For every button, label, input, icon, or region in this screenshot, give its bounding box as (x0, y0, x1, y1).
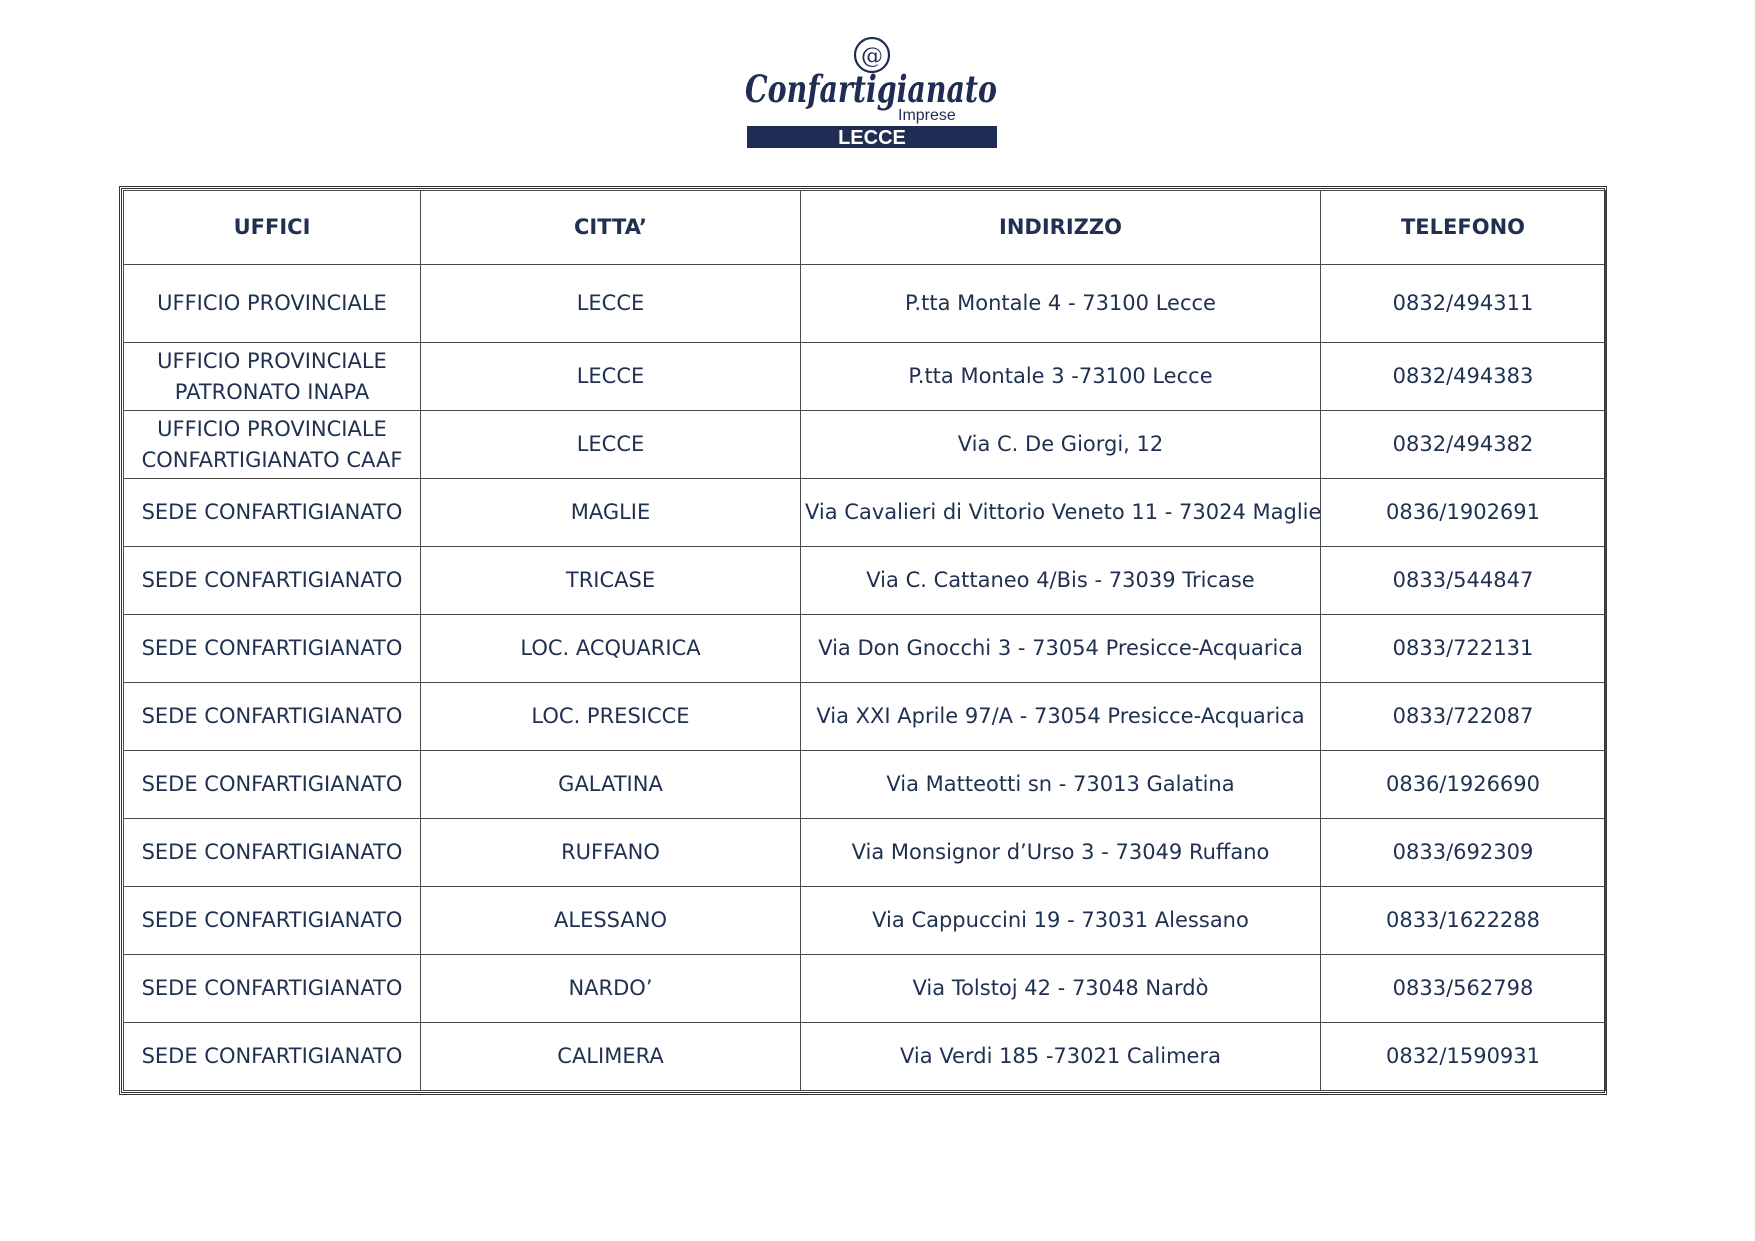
city-cell: LECCE (421, 265, 801, 343)
header-citta: CITTA’ (421, 191, 801, 265)
address-cell: Via XXI Aprile 97/A - 73054 Presicce-Acquarica (801, 683, 1321, 751)
office-line: SEDE CONFARTIGIANATO (141, 568, 403, 592)
table-row (124, 887, 1606, 955)
city-cell: LOC. ACQUARICA (421, 615, 801, 683)
address-cell: Via Tolstoj 42 - 73048 Nardò (801, 955, 1321, 1023)
address-cell: Via Cavalieri di Vittorio Veneto 11 - 73024 Maglie (801, 479, 1321, 547)
office-cell (124, 1023, 421, 1091)
address-cell: Via Verdi 185 -73021 Calimera (801, 1023, 1321, 1091)
table-row (124, 819, 1606, 887)
phone-cell: 0832/494383 (1321, 343, 1606, 411)
table-row (124, 683, 1606, 751)
office-cell (124, 615, 421, 683)
city-cell: LECCE (421, 343, 801, 411)
office-line: SEDE CONFARTIGIANATO (141, 840, 403, 864)
phone-cell: 0832/1590931 (1321, 1023, 1606, 1091)
address-cell: Via Cappuccini 19 - 73031 Alessano (801, 887, 1321, 955)
office-cell (124, 479, 421, 547)
city-cell: NARDO’ (421, 955, 801, 1023)
table-row (124, 547, 1606, 615)
office-cell (124, 265, 421, 343)
address-cell: P.tta Montale 3 -73100 Lecce (801, 343, 1321, 411)
confartigianato-logo (745, 36, 999, 152)
phone-cell: 0836/1902691 (1321, 479, 1606, 547)
address-cell: P.tta Montale 4 - 73100 Lecce (801, 265, 1321, 343)
city-cell: MAGLIE (421, 479, 801, 547)
city-cell: LECCE (421, 411, 801, 479)
address-cell: Via Matteotti sn - 73013 Galatina (801, 751, 1321, 819)
address-cell: Via Monsignor d’Urso 3 - 73049 Ruffano (801, 819, 1321, 887)
phone-cell: 0833/562798 (1321, 955, 1606, 1023)
phone-cell: 0833/722131 (1321, 615, 1606, 683)
phone-cell: 0832/494311 (1321, 265, 1606, 343)
logo-brand-text: Confartigianato (745, 67, 997, 111)
offices-table (123, 190, 1606, 1091)
table-row (124, 615, 1606, 683)
header-indirizzo: INDIRIZZO (801, 191, 1321, 265)
address-cell: Via C. Cattaneo 4/Bis - 73039 Tricase (801, 547, 1321, 615)
phone-cell: 0833/1622288 (1321, 887, 1606, 955)
office-cell (124, 343, 421, 411)
phone-cell: 0832/494382 (1321, 411, 1606, 479)
office-line: SEDE CONFARTIGIANATO (141, 976, 403, 1000)
office-line: PATRONATO INAPA (174, 379, 370, 404)
office-cell (124, 955, 421, 1023)
city-cell: GALATINA (421, 751, 801, 819)
table-row (124, 265, 1606, 343)
offices-table-frame (119, 186, 1607, 1095)
city-cell: ALESSANO (421, 887, 801, 955)
table-header-row (124, 191, 1606, 265)
phone-cell: 0836/1926690 (1321, 751, 1606, 819)
table-row (124, 343, 1606, 411)
table-row (124, 411, 1606, 479)
table-row (124, 1023, 1606, 1091)
phone-cell: 0833/692309 (1321, 819, 1606, 887)
office-cell (124, 819, 421, 887)
address-cell: Via Don Gnocchi 3 - 73054 Presicce-Acquarica (801, 615, 1321, 683)
office-line: SEDE CONFARTIGIANATO (141, 908, 403, 932)
office-cell (124, 887, 421, 955)
address-cell: Via C. De Giorgi, 12 (801, 411, 1321, 479)
header-telefono: TELEFONO (1321, 191, 1606, 265)
logo-city-text: LECCE (838, 127, 906, 149)
city-cell: RUFFANO (421, 819, 801, 887)
table-row (124, 751, 1606, 819)
logo-sub-text: Imprese (898, 107, 956, 124)
office-line: UFFICIO PROVINCIALE (157, 348, 387, 373)
office-cell (124, 411, 421, 479)
city-cell: CALIMERA (421, 1023, 801, 1091)
office-line: UFFICIO PROVINCIALE (157, 291, 387, 315)
office-cell (124, 683, 421, 751)
office-cell (124, 547, 421, 615)
table-row (124, 955, 1606, 1023)
table-row (124, 479, 1606, 547)
office-line: SEDE CONFARTIGIANATO (141, 636, 403, 660)
phone-cell: 0833/722087 (1321, 683, 1606, 751)
header-uffici: UFFICI (124, 191, 421, 265)
office-cell (124, 751, 421, 819)
office-line: SEDE CONFARTIGIANATO (141, 500, 403, 524)
office-line: UFFICIO PROVINCIALE (157, 416, 387, 441)
logo-at-symbol: @ (861, 44, 883, 69)
office-line: SEDE CONFARTIGIANATO (141, 1044, 403, 1068)
office-line: SEDE CONFARTIGIANATO (141, 772, 403, 796)
phone-cell: 0833/544847 (1321, 547, 1606, 615)
office-line: CONFARTIGIANATO CAAF (141, 447, 403, 472)
city-cell: TRICASE (421, 547, 801, 615)
office-line: SEDE CONFARTIGIANATO (141, 704, 403, 728)
city-cell: LOC. PRESICCE (421, 683, 801, 751)
